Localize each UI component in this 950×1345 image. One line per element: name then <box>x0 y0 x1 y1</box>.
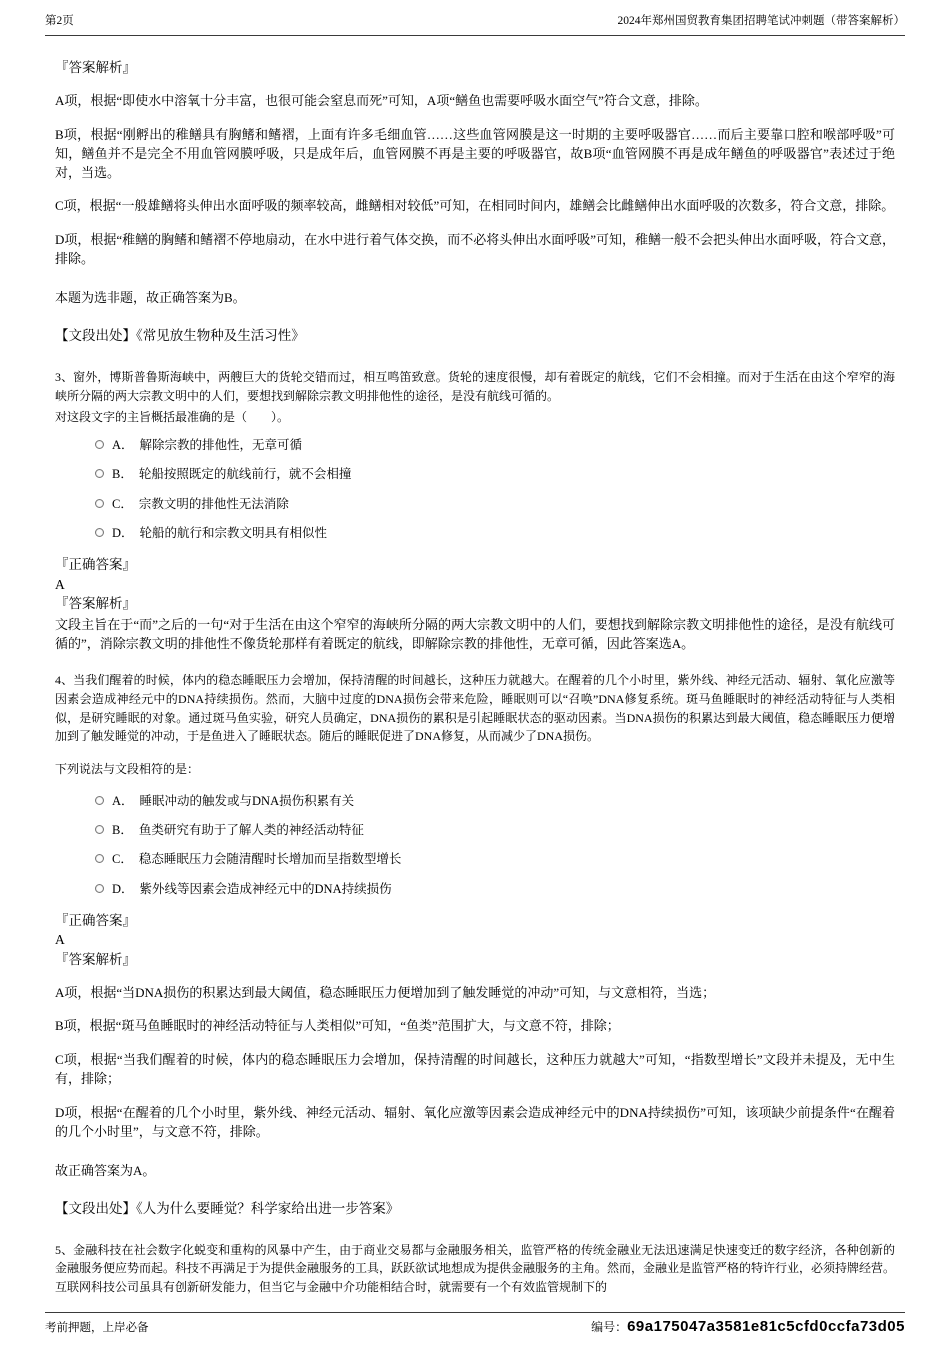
option-text: 解除宗教的排他性，无章可循 <box>139 438 303 453</box>
option-label: B． <box>112 823 133 838</box>
radio-button-icon[interactable] <box>95 825 104 834</box>
q3-answer-block <box>55 555 895 653</box>
q3-answer-label: 『正确答案』 <box>55 557 136 573</box>
q3-option-c[interactable] <box>95 496 895 512</box>
option-text: 鱼类研究有助于了解人类的神经活动特征 <box>138 823 364 838</box>
q4-answer-block <box>55 911 895 1217</box>
footer-code-value: 69a175047a3581e81c5cfd0ccfa73d05 <box>627 1318 905 1335</box>
option-label: D． <box>112 525 134 540</box>
document-title: 2024年郑州国贸教育集团招聘笔试冲刺题（带答案解析） <box>617 15 905 27</box>
radio-button-icon[interactable] <box>95 796 104 805</box>
q4-answer-value: A <box>55 932 65 948</box>
option-text: 轮船按照既定的航线前行，就不会相撞 <box>138 467 352 482</box>
radio-button-icon[interactable] <box>95 854 104 863</box>
q2-source: 【文段出处】《常见放生物种及生活习性》 <box>55 327 305 343</box>
q4-analysis-para-b: B项，根据“斑马鱼睡眠时的神经活动特征与人类相似”可知，“鱼类”范围扩大，与文意不符，排除； <box>55 1018 620 1034</box>
q2-analysis-para-b: B项，根据“刚孵出的稚鳝具有胸鳍和鳍褶，上面有许多毛细血管……这些血管网膜是这一时期的主要呼吸器官……而后主要靠口腔和喉部呼吸”可知，鳝鱼并不是完全不用血管网膜呼吸，只是成年后，血管网膜不再是主要的呼吸器官，故B项“血管网膜不再是成年鳝鱼的呼吸器官”表述过于绝对，当选。 <box>55 126 895 180</box>
question-3 <box>55 368 895 654</box>
q4-analysis-para-c: C项，根据“当我们醒着的时候，体内的稳态睡眠压力会增加，保持清醒的时间越长，这种压力就越大”可知，“指数型增长”文段并未提及，无中生有，排除； <box>55 1052 895 1087</box>
q4-analysis-para-d: D项，根据“在醒着的几个小时里，紫外线、神经元活动、辐射、氧化应激等因素会造成神经元中的DNA持续损伤”可知，该项缺少前提条件“在醒着的几个小时里”，与文意不符，排除。 <box>55 1104 895 1139</box>
q3-answer-value: A <box>55 576 65 592</box>
radio-button-icon[interactable] <box>95 440 104 449</box>
q4-analysis-para-a: A项，根据“当DNA损伤的积累达到最大阈值，稳态睡眠压力便增加到了触发睡觉的冲动”可知，与文意相符，当选； <box>55 984 716 1000</box>
q2-analysis-para-a: A项，根据“即使水中溶氧十分丰富，也很可能会窒息而死”可知，A项“鳝鱼也需要呼吸水面空气”符合文意，排除。 <box>55 93 708 108</box>
radio-button-icon[interactable] <box>95 469 104 478</box>
footer-slogan: 考前押题，上岸必备 <box>45 1321 149 1334</box>
q4-ask: 下列说法与文段相符的是： <box>55 761 200 776</box>
q3-stem: 3、窗外，博斯普鲁斯海峡中，两艘巨大的货轮交错而过，相互鸣笛致意。货轮的速度很慢，却有着既定的航线，它们不会相撞。而对于生活在由这个窄窄的海峡所分隔的两大宗教文明中的人们，要想找到解除宗教文明排他性的途径，是没有航线可循的。 <box>55 369 895 403</box>
q3-option-b[interactable] <box>95 466 895 482</box>
q4-options <box>95 793 895 897</box>
q3-option-a[interactable] <box>95 437 895 453</box>
q4-answer-label: 『正确答案』 <box>55 912 136 928</box>
q3-ask: 对这段文字的主旨概括最准确的是（ ）。 <box>55 410 290 425</box>
q2-analysis-para-d: D项，根据“稚鳝的胸鳍和鳍褶不停地扇动，在水中进行着气体交换，而不必将头伸出水面呼吸”可知，稚鳝一般不会把头伸出水面呼吸，符合文意，排除。 <box>55 232 895 267</box>
q2-analysis-para-c: C项，根据“一般雄鳝将头伸出水面呼吸的频率较高，雌鳝相对较低”可知，在相同时间内，雄鳝会比雌鳝伸出水面呼吸的次数多，符合文意，排除。 <box>55 198 895 214</box>
q4-analysis-label: 『答案解析』 <box>55 951 136 967</box>
radio-button-icon[interactable] <box>95 884 104 893</box>
option-text: 紫外线等因素会造成神经元中的DNA持续损伤 <box>139 881 392 896</box>
page-footer <box>45 1312 905 1335</box>
q3-analysis-label: 『答案解析』 <box>55 596 136 612</box>
q4-option-c[interactable] <box>95 851 895 867</box>
footer-code-wrap <box>591 1318 905 1335</box>
document-content <box>55 46 895 1296</box>
option-label: C． <box>112 496 133 511</box>
option-text: 睡眠冲动的触发或与DNA损伤积累有关 <box>139 793 355 808</box>
q3-analysis-text: 文段主旨在于“而”之后的一句“对于生活在由这个窄窄的海峡所分隔的两大宗教文明中的人们，要想找到解除宗教文明排他性的途径，是没有航线可循的”，消除宗教文明的排他性不像货轮那样有着既定的航线，即解除宗教的排他性，无章可循，因此答案选A。 <box>55 616 895 651</box>
page-header <box>45 12 905 36</box>
q4-option-a[interactable] <box>95 793 895 809</box>
option-text: 稳态睡眠压力会随清醒时长增加而呈指数型增长 <box>138 852 402 867</box>
q3-options <box>95 437 895 541</box>
q4-option-d[interactable] <box>95 881 895 897</box>
option-label: A． <box>112 438 134 453</box>
q2-conclusion: 本题为选非题，故正确答案为B。 <box>55 289 246 305</box>
option-label: A． <box>112 793 134 808</box>
page-number: 第2页 <box>45 15 74 27</box>
q3-option-d[interactable] <box>95 525 895 541</box>
radio-button-icon[interactable] <box>95 499 104 508</box>
q2-analysis-title: 『答案解析』 <box>55 60 136 75</box>
option-text: 宗教文明的排他性无法消除 <box>138 496 289 511</box>
option-label: D． <box>112 881 134 896</box>
option-label: C． <box>112 852 133 867</box>
option-label: B． <box>112 467 133 482</box>
q4-conclusion: 故正确答案为A。 <box>55 1162 156 1178</box>
option-text: 轮船的航行和宗教文明具有相似性 <box>139 525 328 540</box>
radio-button-icon[interactable] <box>95 528 104 537</box>
q4-source: 【文段出处】《人为什么要睡觉？科学家给出进一步答案》 <box>55 1200 400 1216</box>
q4-stem: 4、当我们醒着的时候，体内的稳态睡眠压力会增加，保持清醒的时间越长，这种压力就越大。在醒着的几个小时里，紫外线、神经元活动、辐射、氧化应激等因素会造成神经元中的DNA持续损伤。然而，大脑中过度的DNA损伤会带来危险，睡眠则可以“召唤”DNA修复系统。斑马鱼睡眠时的神经活动特征与人类相似，是研究睡眠的对象。通过斑马鱼实验，研究人员确定，DNA损伤的累积是引起睡眠状态的驱动因素。当DNA损伤的积累达到最大阈值，稳态睡眠压力便增加到了触发睡觉的冲动，于是鱼进入了睡眠状态。随后的睡眠促进了DNA修复，从而减少了DNA损伤。 <box>55 673 895 744</box>
q5-stem: 5、金融科技在社会数字化蜕变和重构的风暴中产生，由于商业交易都与金融服务相关，监管严格的传统金融业无法迅速满足快速变迁的数字经济，各种创新的金融服务便应势而起。科技不再满足于为提供金融服务的工具，跃跃欲试地想成为提供金融服务的主角。然而，金融业是监管严格的特许行业，必须持牌经营。互联网科技公司虽具有创新研发能力，但当它与金融中介功能相结合时，就需要有一个有效监管规制下的 <box>55 1242 896 1294</box>
question-5 <box>55 1241 895 1297</box>
question-4 <box>55 671 895 1216</box>
footer-code-label: 编号： <box>591 1320 628 1334</box>
q4-option-b[interactable] <box>95 822 895 838</box>
